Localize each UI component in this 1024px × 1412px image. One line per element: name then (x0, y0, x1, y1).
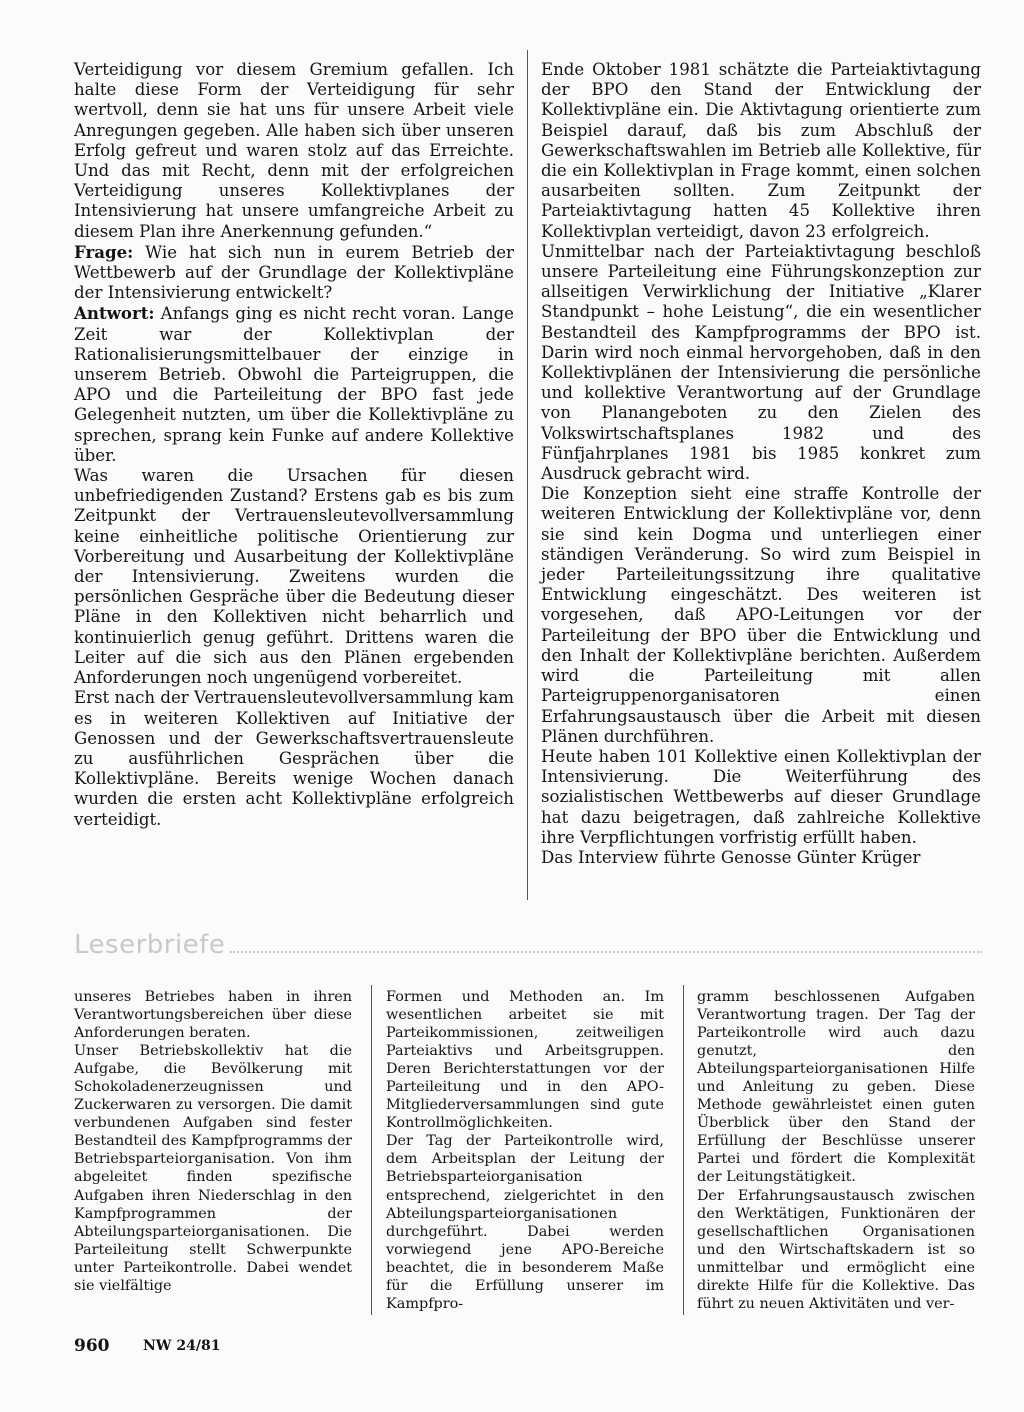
paragraph: unseres Betriebes haben in ihren Verantwortungsbereichen über diese Anforderungen beraten. (74, 989, 352, 1042)
section-header-rule (230, 951, 982, 953)
answer-paragraph (74, 303, 514, 466)
column-divider (683, 985, 684, 1315)
paragraph: Der Erfahrungsaustausch zwischen den Werktätigen, Funktionären der gesellschaftlichen Organisationen und den Wirtschaftskadern ist so unmittelbar und ermöglicht eine direkte Hilfe für die Kollektive. Das führt zu neuen Aktivitäten und ver- (697, 1187, 975, 1312)
paragraph: Was waren die Ursachen für diesen unbefriedigenden Zustand? Erstens gab es bis zum Zeitpunkt der Vertrauensleutevollversammlung keine einheitliche politische Orientierung zur Vorbereitung und Ausarbeitung der Kollektivpläne der Intensivierung. Zweitens wurden die persönlichen Gespräche über die Bedeutung dieser Pläne in den Kollektiven nicht beharrlich und kontinuierlich genug geführt. Drittens waren die Leiter auf die sich aus den Plänen ergebenden Anforderungen noch ungenügend vorbereitet. (74, 466, 514, 688)
letters-column-3 (697, 988, 975, 1313)
section-header: Leserbriefe (74, 930, 226, 960)
page-number: 960 (74, 1336, 110, 1356)
paragraph: Unmittelbar nach der Parteiaktivtagung beschloß unsere Parteileitung eine Führungskonzeption zur allseitigen Verwirklichung der Initiative „Klarer Standpunkt – hohe Leistung“, die ein wesentlicher Bestandteil des Kampfprogramms der BPO ist. Darin wird noch einmal hervorgehoben, daß in den Kollektivplänen der Intensivierung die persönliche und kollektive Verantwortung auf der Grundlage von Planangeboten zu den Zielen des Volkswirtschaftsplanes 1982 und des Fünfjahrplanes 1981 bis 1985 konkret zum Ausdruck gebracht wird. (541, 241, 981, 484)
letters-column-1 (74, 988, 352, 1295)
paragraph: Unser Betriebskollektiv hat die Aufgabe, die Bevölkerung mit Schokoladenerzeugnissen und Zuckerwaren zu versorgen. Die damit verbundenen Aufgaben sind fester Bestandteil des Kampfprogramms der Betriebsparteiorganisation. Von ihm abgeleitet finden spezifische Aufgaben ihren Niederschlag in den Kampfprogrammen der Abteilungsparteiorganisationen. Die Parteileitung stellt Schwerpunkte unter Parteikontrolle. Dabei wendet sie vielfältige (74, 1043, 352, 1294)
question-text: Wie hat sich nun in eurem Betrieb der Wettbewerb auf der Grundlage der Kollektivpläne der Intensivierung entwickelt? (74, 242, 514, 303)
answer-text: Anfangs ging es nicht recht voran. Lange Zeit war der Kollektivplan der Rationalisierungsmittelbauer der einzige in unserem Betrieb. Obwohl die Parteigruppen, die APO und die Parteileitung der BPO fast jede Gelegenheit nutzten, um über die Kollektivpläne zu sprechen, sprang kein Funke auf andere Kollektive über. (74, 304, 514, 465)
article-column-left (74, 60, 514, 830)
paragraph: Der Tag der Parteikontrolle wird, dem Arbeitsplan der Leitung der Betriebsparteiorganisation entsprechend, zielgerichtet in den Abteilungsparteiorganisationen durchgeführt. Dabei werden vorwiegend jene APO-Bereiche beachtet, die in besonderem Maße für die Erfüllung unserer im Kampfpro- (386, 1133, 664, 1312)
paragraph: Erst nach der Vertrauensleutevollversammlung kam es in weiteren Kollektiven auf Initiative der Genossen und der Gewerkschaftsvertrauensleute zu ausführlichen Gesprächen über die Kollektivpläne. Bereits wenige Wochen danach wurden die ersten acht Kollektivpläne erfolgreich verteidigt. (74, 688, 514, 829)
issue-label: NW 24/81 (143, 1338, 221, 1354)
answer-label: Antwort: (74, 303, 155, 324)
question-label: Frage: (74, 241, 134, 262)
paragraph: Die Konzeption sieht eine straffe Kontrolle der weiteren Entwicklung der Kollektivpläne vor, denn sie sind kein Dogma und unterliegen einer ständigen Veränderung. So wird zum Beispiel in jeder Parteileitungssitzung ihre qualitative Entwicklung eingeschätzt. Des weiteren ist vorgesehen, daß APO-Leitungen vor der Parteileitung der BPO über die Entwicklung und den Inhalt der Kollektivpläne berichten. Außerdem wird die Parteileitung mit allen Parteigruppenorganisatoren einen Erfahrungsaustausch über die Arbeit mit diesen Plänen durchführen. (541, 484, 981, 746)
article-column-right (541, 60, 981, 868)
question-paragraph (74, 242, 514, 304)
paragraph: Ende Oktober 1981 schätzte die Parteiaktivtagung der BPO den Stand der Entwicklung der Kollektivpläne ein. Die Aktivtagung orientierte zum Beispiel darauf, daß bis zum Abschluß der Gewerkschaftswahlen im Betrieb alle Kollektive, für die ein Kollektivplan in Frage kommt, einen solchen ausarbeiten sollten. Zum Zeitpunkt der Parteiaktivtagung hatten 45 Kollektive ihren Kollektivplan verteidigt, davon 23 erfolgreich. (541, 60, 981, 241)
column-divider (371, 985, 372, 1315)
paragraph: gramm beschlossenen Aufgaben Verantwortung tragen. Der Tag der Parteikontrolle wird auch dazu genutzt, den Abteilungsparteiorganisationen Hilfe und Anleitung zu geben. Diese Methode gewährleistet einen guten Überblick über den Stand der Erfüllung der Beschlüsse unserer Partei und fördert die Komplexität der Leitungstätigkeit. (697, 989, 975, 1186)
interview-signature: Das Interview führte Genosse Günter Krüger (541, 847, 921, 867)
column-divider (527, 50, 528, 900)
letters-column-2 (386, 988, 664, 1313)
paragraph: Verteidigung vor diesem Gremium gefallen. Ich halte diese Form der Verteidigung für sehr wertvoll, denn sie hat uns für unsere Arbeit viele Anregungen gegeben. Alle haben sich über unseren Erfolg gefreut und waren stolz auf das Erreichte. Und das mit Recht, denn mit der erfolgreichen Verteidigung unseres Kollektivplanes der Intensivierung hat unsere umfangreiche Arbeit zu diesem Plan ihre Anerkennung gefunden.“ (74, 60, 514, 241)
paragraph: Formen und Methoden an. Im wesentlichen arbeitet sie mit Parteikommissionen, zeitweiligen Parteiaktivs und Arbeitsgruppen. Deren Berichterstattungen vor der Parteileitung und in den APO-Mitgliederversammlungen sind gute Kontrollmöglichkeiten. (386, 989, 664, 1132)
paragraph: Heute haben 101 Kollektive einen Kollektivplan der Intensivierung. Die Weiterführung des sozialistischen Wettbewerbs auf dieser Grundlage hat dazu beigetragen, daß zahlreiche Kollektive ihre Verpflichtungen vorfristig erfüllt haben. (541, 746, 981, 847)
